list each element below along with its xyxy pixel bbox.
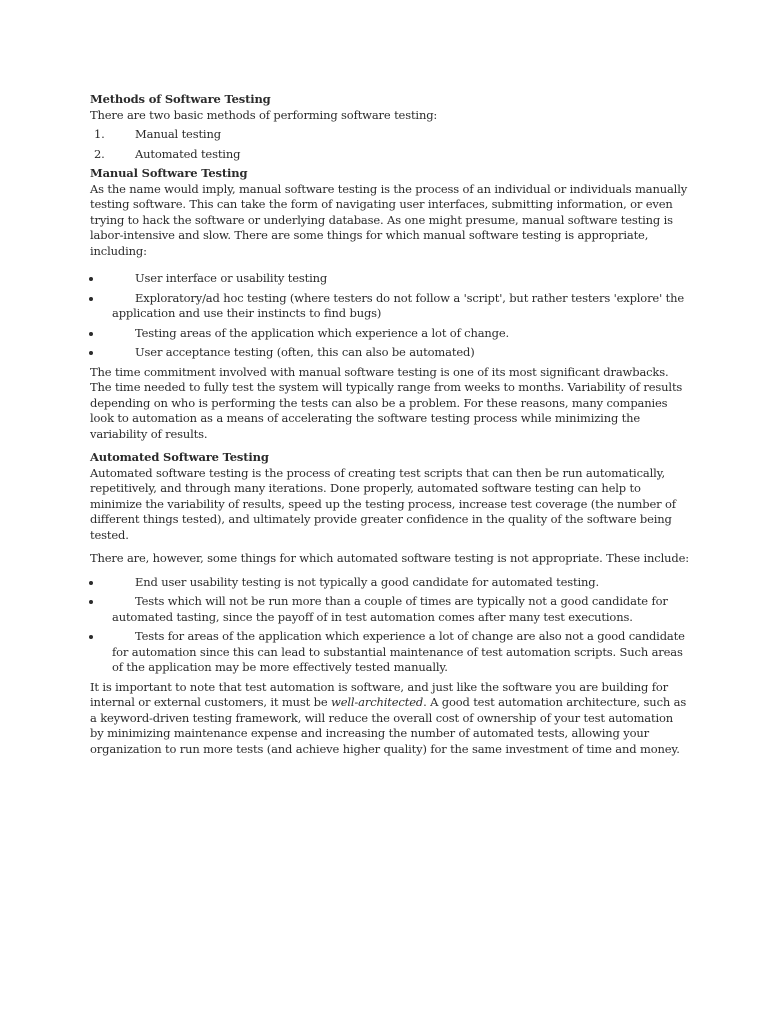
list-item bbox=[90, 127, 690, 143]
list-item-label: Automated testing bbox=[135, 146, 241, 161]
automated-lead-in: There are, however, some things for which automated software testing is not appropriate. These include: bbox=[90, 551, 689, 565]
bullet-icon bbox=[89, 351, 93, 355]
manual-bullet-list bbox=[90, 271, 690, 361]
list-item: Testing areas of the application which experience a lot of change. bbox=[90, 326, 690, 342]
list-item: Tests for areas of the application which experience a lot of change are also not a good candidate for automation since this can lead to substantial maintenance of test automation scripts. Such areas of the application may be more effectively tested manually. bbox=[90, 629, 690, 676]
automated-closing-paragraph: It is important to note that test automation is software, and just like the software you are building for internal or external customers, it must be well-architected. A good test automation architecture, such as a keyword-driven testing framework, will reduce the overall cost of ownership of your test automation by minimizing maintenance expense and increasing the number of automated tests, allowing your organization to run more tests (and achieve higher quality) for the same investment of time and money. bbox=[90, 679, 687, 756]
list-number: 1. bbox=[94, 127, 105, 141]
manual-intro-paragraph: As the name would imply, manual software testing is the process of an individual or individuals manually testing software. This can take the form of navigating user interfaces, submitting information, or even trying to hack the software or underlying database. As one might presume, manual software testing is labor-intensive and slow. There are some things for which manual software testing is appropriate, including: bbox=[90, 181, 688, 258]
list-item-label: Manual testing bbox=[135, 127, 221, 141]
section-heading-methods: Methods of Software Testing bbox=[90, 92, 271, 106]
section-heading-manual: Manual Software Testing bbox=[90, 166, 248, 180]
list-number: 2. bbox=[94, 146, 105, 161]
list-item: Tests which will not be run more than a couple of times are typically not a good candidate for automated tasting, since the payoff of in test automation comes after many test executions. bbox=[90, 594, 690, 625]
list-item: Exploratory/ad hoc testing (where testers do not follow a 'script', but rather testers 'explore' the application and use their instincts to find bugs) bbox=[90, 291, 690, 322]
list-item: End user usability testing is not typically a good candidate for automated testing. bbox=[90, 575, 690, 591]
emphasis-text: well-architected bbox=[331, 695, 424, 709]
bullet-icon bbox=[89, 635, 93, 639]
section-heading-automated: Automated Software Testing bbox=[90, 450, 269, 464]
methods-list bbox=[90, 127, 690, 162]
bullet-icon bbox=[89, 581, 93, 585]
bullet-icon bbox=[89, 297, 93, 301]
list-item: User interface or usability testing bbox=[90, 271, 690, 287]
list-item bbox=[90, 147, 690, 163]
methods-intro: There are two basic methods of performing software testing: bbox=[90, 107, 438, 122]
automated-intro-paragraph: Automated software testing is the process of creating test scripts that can then be run automatically, repetitively, and through many iterations. Done properly, automated software testing can help to minimize the variability of results, speed up the testing process, increase test coverage (the number of different things tested), and ultimately provide greater confidence in the quality of the software being tested. bbox=[90, 465, 676, 542]
manual-closing-paragraph: The time commitment involved with manual software testing is one of its most significant drawbacks. The time needed to fully test the system will typically range from weeks to months. Variability of results depending on who is performing the tests can also be a problem. For these reasons, many companies look to automation as a means of accelerating the software testing process while minimizing the variability of results. bbox=[90, 364, 683, 441]
document-page bbox=[90, 92, 690, 757]
list-item: User acceptance testing (often, this can also be automated) bbox=[90, 345, 690, 361]
bullet-icon bbox=[89, 277, 93, 281]
automated-bullet-list bbox=[90, 575, 690, 676]
bullet-icon bbox=[89, 600, 93, 604]
bullet-icon bbox=[89, 332, 93, 336]
